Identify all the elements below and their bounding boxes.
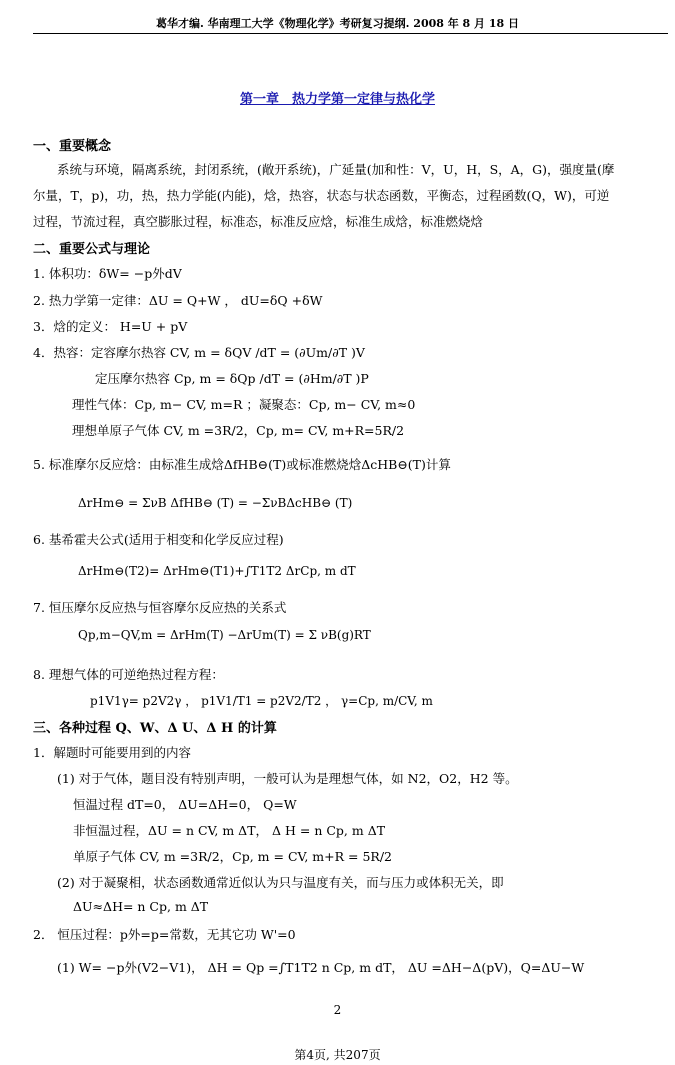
formula-item: 1. 体积功：δW= −p外dV [33,266,182,281]
list-item: ΔU≈ΔH= n Cp, m ΔT [73,899,209,914]
chapter-title [0,88,675,107]
list-item: (1) 对于气体，题目没有特别声明，一般可认为是理想气体，如 N2，O2，H2 等。 [57,771,518,786]
section-heading-formulas: 二、重要公式与理论 [33,242,151,257]
formula-item: 8. 理想气体的可逆绝热过程方程： [33,667,224,682]
list-item: 恒温过程 dT=0， ΔU=ΔH=0， Q=W [73,797,297,812]
chapter-title-text: 第一章 热力学第一定律与热化学 [239,92,435,107]
list-item: 单原子气体 CV, m =3R/2，Cp, m = CV, m+R = 5R/2 [73,849,392,864]
page-footer: 第4页, 共207页 [294,1048,381,1062]
formula-item: 7. 恒压摩尔反应热与恒容摩尔反应热的关系式 [33,600,287,615]
page-number: 2 [333,1003,342,1017]
formula-item: 4．热容：定容摩尔热容 CV, m = δQV /dT = (∂Um/∂T )V [33,345,365,360]
header-rule [33,33,668,34]
section-heading-concepts: 一、重要概念 [33,139,112,154]
paragraph-line: 系统与环境，隔离系统，封闭系统，(敞开系统)，广延量(加和性：V，U，H，S，A，G)，强度量(摩 [57,162,615,177]
list-item: (2) 对于凝聚相，状态函数通常近似认为只与温度有关，而与压力或体积无关，即 [57,875,504,890]
formula-line: p1V1γ= p2V2γ ， p1V1/T1 = p2V2/T2 ， γ=Cp, m/CV, m [90,694,433,708]
formula-item: 定压摩尔热容 Cp, m = δQp /dT = (∂Hm/∂T )P [95,371,369,386]
list-item: 非恒温过程，ΔU = n CV, m ΔT， Δ H = n Cp, m ΔT [73,823,386,838]
paragraph-line: 尔量，T，p)，功，热，热力学能(内能)，焓，热容，状态与状态函数，平衡态，过程函数(Q，W)，可逆 [33,188,610,203]
formula-item: 理性气体：Cp, m− CV, m=R ；凝聚态：Cp, m− CV, m≈0 [72,397,416,412]
formula-item: 6. 基希霍夫公式(适用于相变和化学反应过程) [33,532,284,547]
list-item: (1) W= −p外(V2−V1)， ΔH = Qp =∫T1T2 n Cp, m dT， ΔU =ΔH−Δ(pV)，Q=ΔU−W [57,960,585,975]
paragraph-line: 过程，节流过程，真空膨胀过程，标准态，标准反应焓，标准生成焓，标准燃烧焓 [33,214,484,229]
list-item: 2． 恒压过程：p外=p=常数，无其它功 W'=0 [33,927,296,942]
formula-line: ΔrHm⊖ = ΣνB ΔfHB⊖ (T) = −ΣνBΔcHB⊖ (T) [78,496,353,510]
formula-line: Qp,m−QV,m = ΔrHm(T) −ΔrUm(T) = Σ νB(g)RT [78,628,371,642]
formula-item: 2. 热力学第一定律：ΔU = Q+W ， dU=δQ +δW [33,293,323,308]
formula-item: 5. 标准摩尔反应焓：由标准生成焓ΔfHB⊖(T)或标准燃烧焓ΔcHB⊖(T)计算 [33,457,451,472]
section-heading-processes: 三、各种过程 Q、W、Δ U、Δ H 的计算 [33,721,277,736]
list-item: 1．解题时可能要用到的内容 [33,745,191,760]
formula-line: ΔrHm⊖(T2)= ΔrHm⊖(T1)+∫T1T2 ΔrCp, m dT [78,564,356,578]
formula-item: 3．焓的定义： H=U + pV [33,319,188,334]
formula-item: 理想单原子气体 CV, m =3R/2，Cp, m= CV, m+R=5R/2 [72,423,405,438]
document-header: 葛华才编. 华南理工大学《物理化学》考研复习提纲. 2008 年 8 月 18 日 [155,17,520,30]
